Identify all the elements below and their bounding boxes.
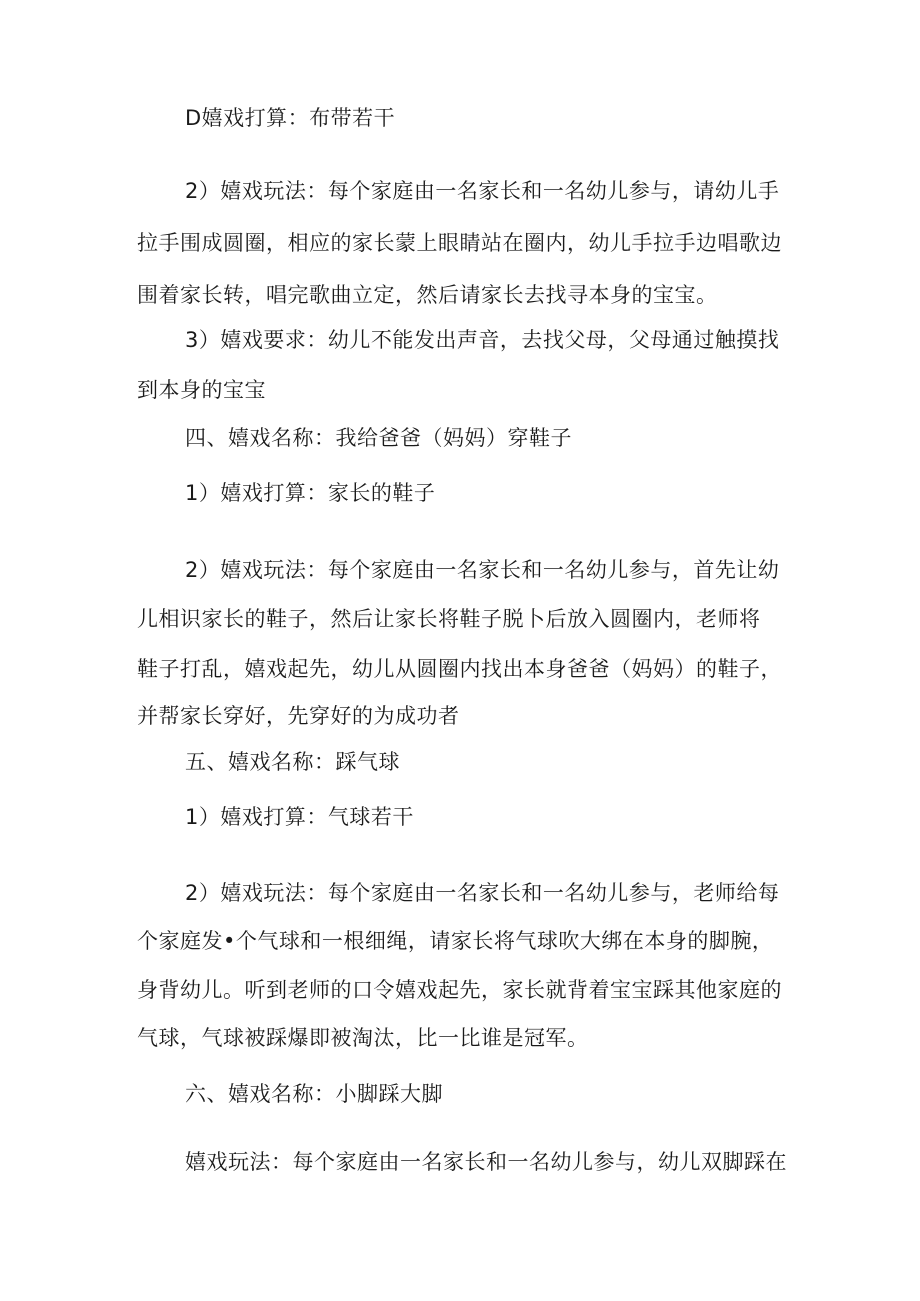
text-line-game-rules: 2）嬉戏玩法：每个家庭由一名家长和一名幼儿参与，老师给每: [185, 881, 780, 905]
section-heading-6: 六、嬉戏名称：小脚踩大脚: [185, 1082, 443, 1106]
text-line-game-rules: 嬉戏玩法：每个家庭由一名家长和一名幼儿参与，幼儿双脚踩在: [185, 1150, 787, 1174]
text-line: 个家庭发•个气球和一根细绳，请家长将气球吹大绑在本身的脚腕，: [137, 929, 774, 953]
text-line-game-preparation: D嬉戏打算：布带若干: [185, 106, 396, 130]
text-line-game-rules: 2）嬉戏玩法：每个家庭由一名家长和一名幼儿参与，请幼儿手: [185, 179, 780, 203]
section-heading-5: 五、嬉戏名称：踩气球: [185, 750, 400, 774]
text-line: 气球，气球被踩爆即被淘汰，比一比谁是冠军。: [137, 1026, 589, 1050]
text-line: 并帮家长穿好，先穿好的为成功者: [137, 704, 460, 728]
text-line: 到本身的宝宝: [137, 378, 266, 402]
text-line: 围着家长转，唱完歌曲立定，然后请家长去找寻本身的宝宝。: [137, 283, 718, 307]
text-line: 拉手围成圆圈，相应的家长蒙上眼睛站在圈内，幼儿手拉手边唱歌边: [137, 231, 782, 255]
text-line: 身背幼儿。听到老师的口令嬉戏起先，家长就背着宝宝踩其他家庭的: [137, 978, 782, 1002]
section-heading-4: 四、嬉戏名称：我给爸爸（妈妈）穿鞋子: [185, 426, 572, 450]
text-line: 鞋子打乱，嬉戏起先，幼儿从圆圈内找出本身爸爸（妈妈）的鞋子，: [137, 657, 782, 681]
text-line-game-rules: 2）嬉戏玩法：每个家庭由一名家长和一名幼儿参与，首先让幼: [185, 558, 780, 582]
text-line: 儿相识家长的鞋子，然后让家长将鞋子脱卜后放入圆圈内，老师将: [137, 607, 761, 631]
text-line-game-preparation: 1）嬉戏打算：气球若干: [185, 805, 414, 829]
text-line-game-requirements: 3）嬉戏要求：幼儿不能发出声音，去找父母，父母通过触摸找: [185, 328, 780, 352]
text-line-game-preparation: 1）嬉戏打算：家长的鞋子: [185, 481, 436, 505]
